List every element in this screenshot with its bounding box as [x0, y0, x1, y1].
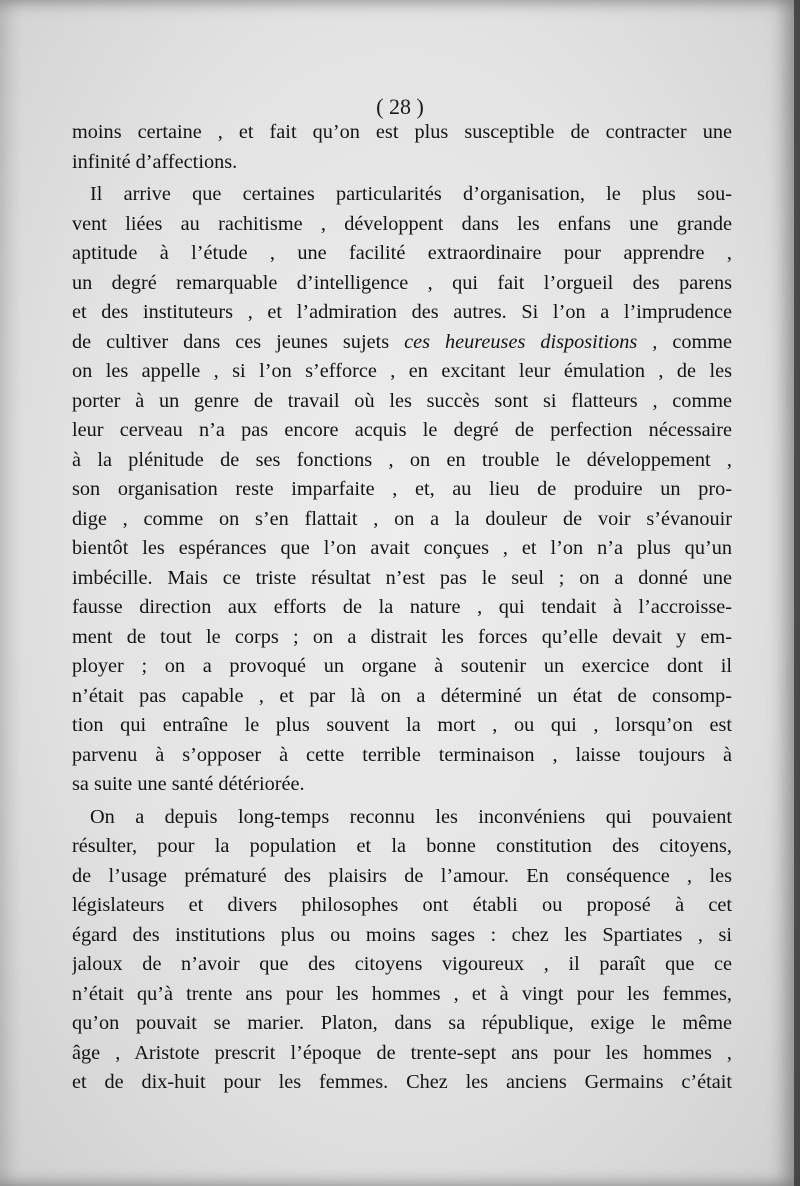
text-line: ployer ; on a provoqué un organe à soutenir un exercice dont il	[72, 655, 732, 677]
text-line: moins certaine , et fait qu’on est plus susceptible de contracter une	[72, 121, 732, 143]
text-line: porter à un genre de travail où les succès sont si flatteurs , comme	[72, 389, 732, 412]
text-line: son organisation reste imparfaite , et, au lieu de produire un pro-	[72, 478, 732, 500]
page-edge-shadow	[794, 0, 800, 1186]
text-line: leur cerveau n’a pas encore acquis le degré de perfection nécessaire	[72, 419, 732, 441]
text-line: tion qui entraîne le plus souvent la mort , ou qui , lorsqu’on est	[72, 714, 732, 736]
text-line: ment de tout le corps ; on a distrait les forces qu’elle devait y em-	[72, 625, 732, 648]
text-segment: comme	[657, 330, 732, 353]
text-line: dige , comme on s’en flattait , on a la douleur de voir s’évanouir	[72, 507, 732, 530]
text-line: aptitude à l’étude , une facilité extraordinaire pour apprendre ,	[72, 242, 732, 264]
text-line: On a depuis long-temps reconnu les inconvéniens qui pouvaient	[90, 805, 732, 828]
text-line: et des instituteurs , et l’admiration des autres. Si l’on a l’imprudence	[72, 301, 732, 323]
paragraph	[72, 180, 732, 800]
text-line: de l’usage prématuré des plaisirs de l’amour. En conséquence , les	[72, 864, 732, 887]
text-line: on les appelle , si l’on s’efforce , en excitant leur émulation , de les	[72, 360, 732, 382]
text-line: infinité d’affections.	[72, 150, 238, 173]
page-number: ( 28 )	[376, 94, 424, 119]
text-segment: de cultiver dans ces jeunes sujets	[72, 330, 405, 353]
text-line: imbécille. Mais ce triste résultat n’est pas le seul ; on a donné une	[72, 566, 732, 589]
text-line: et de dix-huit pour les femmes. Chez les anciens Germains c’était	[72, 1071, 732, 1093]
text-line: âge , Aristote prescrit l’époque de trente-sept ans pour les hommes ,	[72, 1041, 732, 1064]
text-line: législateurs et divers philosophes ont établi ou proposé à cet	[72, 894, 732, 916]
text-line: un degré remarquable d’intelligence , qui fait l’orgueil des parens	[72, 271, 732, 294]
text-line: vent liées au rachitisme , développent dans les enfans une grande	[72, 212, 732, 235]
text-line: qu’on pouvait se marier. Platon, dans sa république, exige le même	[72, 1012, 732, 1034]
text-line: bientôt les espérances que l’on avait conçues , et l’on n’a plus qu’un	[72, 537, 732, 559]
text-line: fausse direction aux efforts de la nature , qui tendait à l’accroisse-	[72, 596, 732, 618]
paragraph	[72, 118, 732, 177]
text-line: à la plénitude de ses fonctions , on en trouble le développement ,	[72, 448, 732, 471]
paragraph	[72, 803, 732, 1098]
text-line	[72, 328, 732, 358]
italic-phrase: ces heureuses dispositions ,	[404, 330, 658, 353]
page-body	[72, 118, 732, 1098]
text-line: égard des institutions plus ou moins sages : chez les Spartiates , si	[72, 923, 732, 946]
text-line: n’était qu’à trente ans pour les hommes , et à vingt pour les femmes,	[72, 982, 732, 1005]
text-line: Il arrive que certaines particularités d’organisation, le plus sou-	[90, 183, 732, 205]
text-line: sa suite une santé détériorée.	[72, 773, 305, 795]
text-line: parvenu à s’opposer à cette terrible terminaison , laisse toujours à	[72, 743, 732, 766]
text-line: n’était pas capable , et par là on a déterminé un état de consomp-	[72, 684, 732, 707]
text-line: jaloux de n’avoir que des citoyens vigoureux , il paraît que ce	[72, 953, 732, 975]
text-line: résulter, pour la population et la bonne constitution des citoyens,	[72, 835, 732, 857]
